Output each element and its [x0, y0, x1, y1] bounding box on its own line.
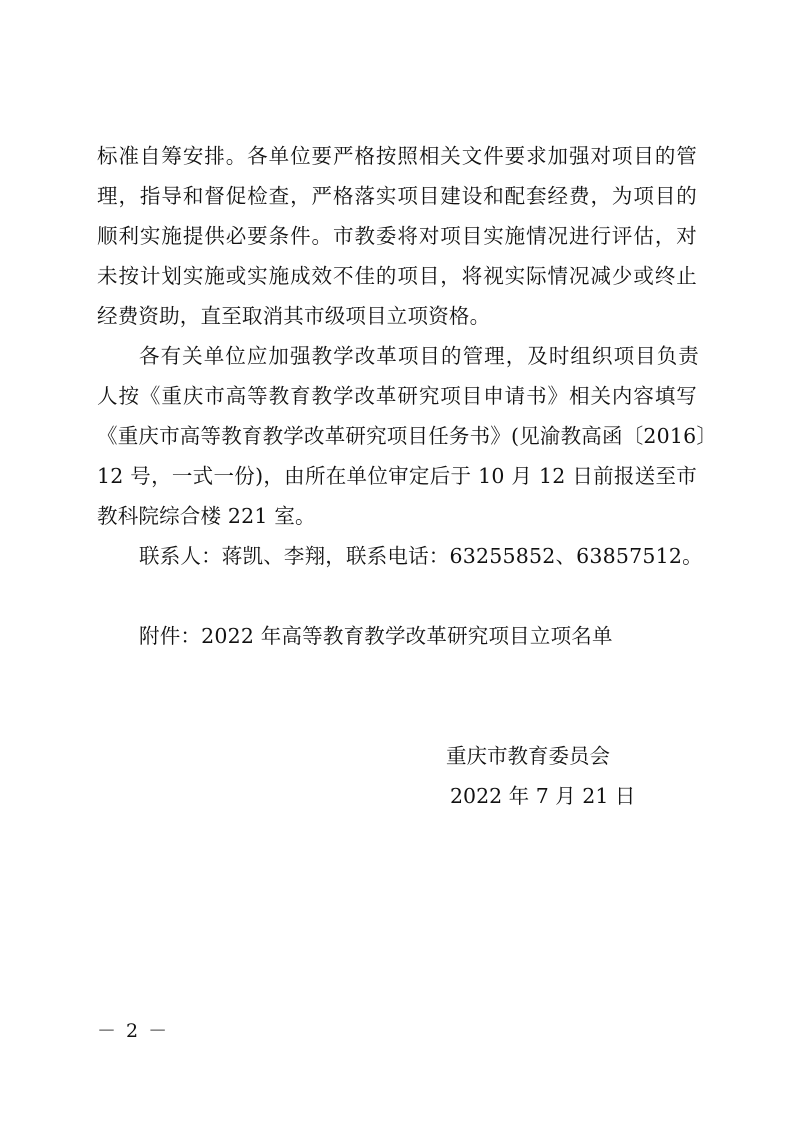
paragraph2-line-4: 12 号，一式一份)，由所在单位审定后于 10 月 12 日前报送至市 — [97, 464, 697, 488]
attachment-line: 附件：2022 年高等教育教学改革研究项目立项名单 — [139, 624, 613, 648]
paragraph1-line-5: 经费资助，直至取消其市级项目立项资格。 — [97, 304, 491, 328]
signature-date: 2022 年 7 月 21 日 — [450, 784, 636, 808]
paragraph1-line-1: 标准自筹安排。各单位要严格按照相关文件要求加强对项目的管 — [97, 144, 697, 168]
signature-organization: 重庆市教育委员会 — [446, 744, 610, 768]
page-number: － 2 － — [97, 1020, 170, 1042]
paragraph2-line-3: 《重庆市高等教育教学改革研究项目任务书》(见渝教高函〔2016〕 — [97, 424, 718, 448]
paragraph2-line-2: 人按《重庆市高等教育教学改革研究项目申请书》相关内容填写 — [97, 384, 697, 408]
paragraph1-line-3: 顺利实施提供必要条件。市教委将对项目实施情况进行评估，对 — [97, 224, 697, 248]
paragraph1-line-2: 理，指导和督促检查，严格落实项目建设和配套经费，为项目的 — [97, 184, 697, 208]
contact-line: 联系人：蒋凯、李翔，联系电话：63255852、63857512。 — [139, 544, 703, 568]
paragraph1-line-4: 未按计划实施或实施成效不佳的项目，将视实际情况减少或终止 — [97, 264, 697, 288]
paragraph2-line-1: 各有关单位应加强教学改革项目的管理，及时组织项目负责 — [139, 344, 699, 368]
paragraph2-line-5: 教科院综合楼 221 室。 — [97, 504, 316, 528]
